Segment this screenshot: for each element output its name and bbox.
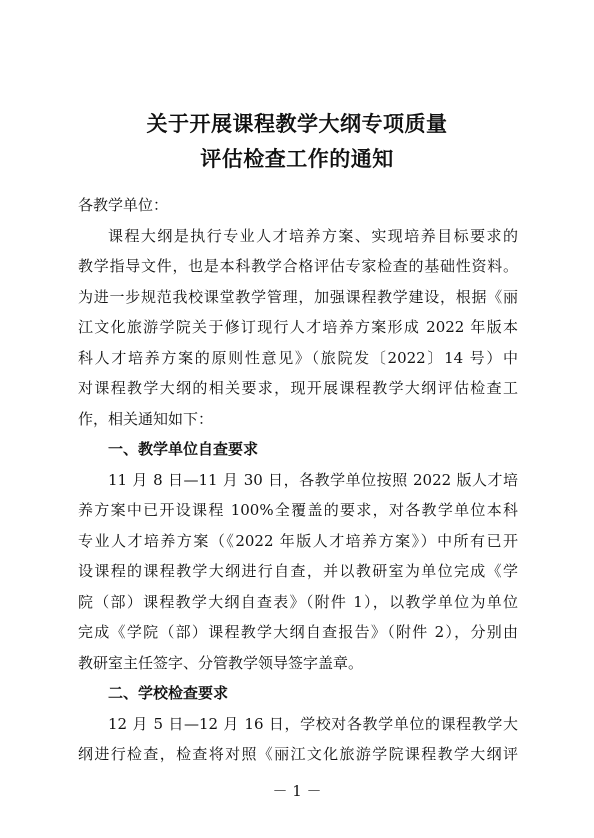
document-body <box>78 190 518 770</box>
paragraph-2-line: 教研室主任签字、分管教学领导签字盖章。 <box>78 653 364 672</box>
paragraph-1-line: 为进一步规范我校课堂教学管理，加强课程教学建设，根据《丽 <box>78 287 518 306</box>
document-title-line-1: 关于开展课程教学大纲专项质量 <box>146 111 448 136</box>
paragraph-2-line: 完成《学院（部）课程教学大纲自查报告》（附件 2），分别由 <box>78 623 518 641</box>
paragraph-2-line: 养方案中已开设课程 100%全覆盖的要求，对各教学单位本科 <box>78 501 518 519</box>
paragraph-1-line: 对课程教学大纲的相关要求，现开展课程教学大纲评估检查工 <box>78 379 518 397</box>
paragraph-2-line: 专业人才培养方案（《2022 年版人才培养方案》）中所有已开 <box>78 531 518 550</box>
paragraph-1-line: 作，相关通知如下： <box>78 409 214 428</box>
paragraph-1-line: 江文化旅游学院关于修订现行人才培养方案形成 2022 年版本 <box>78 318 518 336</box>
paragraph-2-line: 11 月 8 日—11 月 30 日，各教学单位按照 2022 版人才培 <box>108 470 518 489</box>
paragraph-2-line: 设课程的课程教学大纲进行自查，并以教研室为单位完成《学 <box>78 562 518 580</box>
paragraph-1-line: 科人才培养方案的原则性意见》（旅院发〔2022〕14 号）中 <box>78 348 519 367</box>
paragraph-1-line: 课程大纲是执行专业人才培养方案、实现培养目标要求的 <box>108 226 518 245</box>
page-number: － 1 － <box>272 782 322 800</box>
document-title-line-2: 评估检查工作的通知 <box>200 146 394 171</box>
paragraph-2-line: 院（部）课程教学大纲自查表》（附件 1），以教学单位为单位 <box>78 592 518 611</box>
salutation: 各教学单位： <box>78 196 169 214</box>
paragraph-1-line: 教学指导文件，也是本科教学合格评估专家检查的基础性资料。 <box>78 257 518 275</box>
section-heading-1: 一、教学单位自查要求 <box>108 440 259 458</box>
paragraph-3-line: 12 月 5 日—12 月 16 日，学校对各教学单位的课程教学大 <box>108 714 518 733</box>
paragraph-3-line: 纲进行检查，检查将对照《丽江文化旅游学院课程教学大纲评 <box>78 745 518 763</box>
section-heading-2: 二、学校检查要求 <box>108 684 229 702</box>
